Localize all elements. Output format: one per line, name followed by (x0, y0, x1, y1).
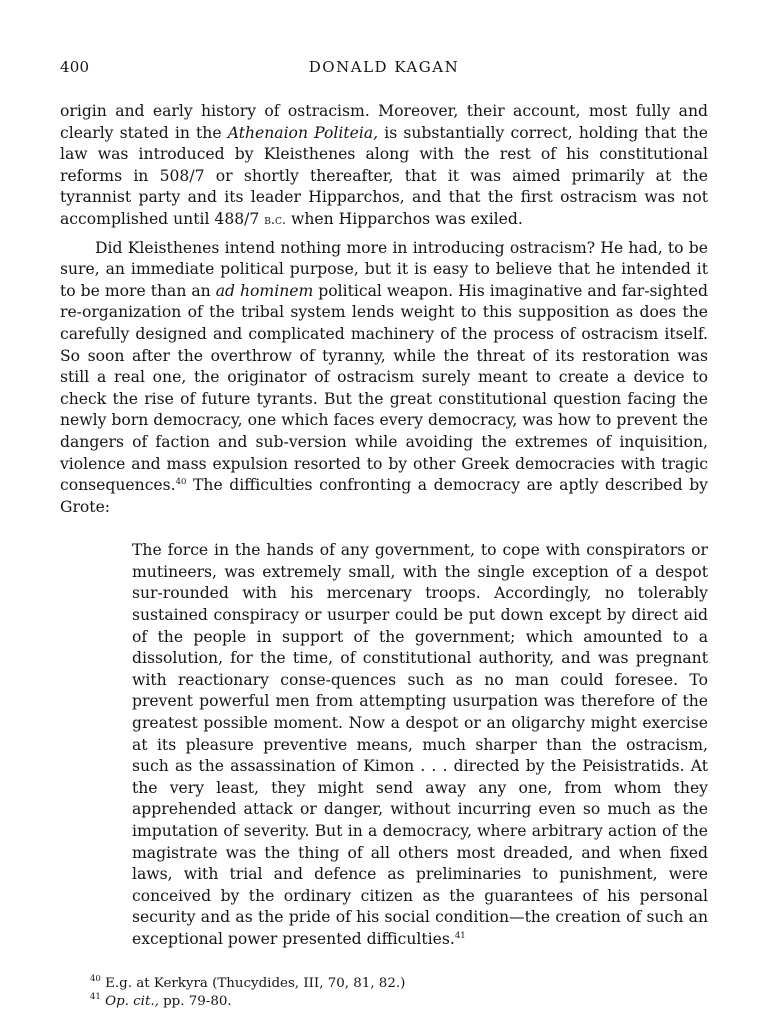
latin-phrase: ad hominem (215, 281, 314, 300)
paragraph-1 (60, 101, 708, 232)
footnote-text: E.g. at Kerkyra (Thucydides, III, 70, 81, 82.) (105, 975, 406, 991)
footnote-number: 40 (90, 973, 101, 984)
footnote-ref-40[interactable]: 40 (175, 477, 187, 488)
paragraph-2-text: political weapon. His imaginative and far-sighted re-organization of the tribal system lends weight to this supposition as does the carefully designed and complicated machinery of the process of ostracism itself. So soon after the overthrow of tyranny, while the threat of its restoration was still a real one, the originator of ostracism surely meant to create a device to check the rise of future tyrants. But the great constitutional question facing the newly born democracy, one which faces every democracy, was how to prevent the dangers of faction and sub-version while avoiding the extremes of inquisition, violence and mass expulsion resorted to by other Greek democracies with tragic consequences. (60, 281, 708, 495)
work-title: Athenaion Politeia, (227, 123, 379, 142)
era-abbreviation: b.c. (264, 212, 287, 228)
footnote-40 (90, 975, 708, 993)
page (60, 58, 708, 1011)
footnote-number: 41 (90, 991, 101, 1002)
paragraph-1-text: when Hipparchos was exiled. (286, 209, 523, 228)
paragraph-2 (60, 238, 708, 519)
paragraph-2-text: Did Kleisthenes intend nothing more in introducing ostracism? He had, to be sure, an immediate political purpose, but it is easy to believe that he intended it to be more than an (60, 238, 708, 300)
block-quote (132, 540, 708, 950)
page-number: 400 (60, 58, 90, 76)
page-header (60, 58, 708, 84)
footnote-41 (90, 993, 708, 1011)
footnotes (60, 975, 708, 1011)
paragraph-1-text: origin and early history of ostracism. Moreover, their account, most fully and clearly stated in the (60, 102, 708, 142)
footnote-text: pp. 79-80. (158, 993, 232, 1009)
quote-text: The force in the hands of any government, to cope with conspirators or mutineers, was extremely small, with the single exception of a despot sur-rounded with his mercenary troops. Accordingly, no tolerably sustained conspiracy or usurper could be put down except by direct aid of the people in support of the government; which amounted to a dissolution, for the time, of constitutional authority, and was pregnant with reactionary conse-quences such as no man could foresee. To prevent powerful men from attempting usurpation was therefore of the greatest possible moment. Now a despot or an oligarchy might exercise at its pleasure preventive means, much sharper than the ostracism, such as the assassination of Kimon . . . directed by the Peisistratids. At the very least, they might send away any one, from whom they apprehended attack or danger, without incurring even so much as the imputation of severity. But in a democracy, where arbitrary action of the magistrate was the thing of all others most dreaded, and when fixed laws, with trial and defence as preliminaries to punishment, were conceived by the ordinary citizen as the guarantees of his personal security and as the pride of his social condition—the creation of such an exceptional power presented difficulties. (132, 541, 708, 948)
running-head: DONALD KAGAN (308, 58, 460, 76)
footnote-citation: Op. cit., (105, 993, 159, 1009)
paragraph-1-text: is substantially correct, holding that the law was introduced by Kleisthenes along with the rest of his constitutional reforms in 508/7 or shortly thereafter, that it was aimed primarily at the tyrannist party and its leader Hipparchos, and that the first ostracism was not accomplished until 488/7 (60, 123, 708, 228)
footnote-ref-41[interactable]: 41 (454, 930, 466, 941)
paragraph-2-text: The difficulties confronting a democracy are aptly described by Grote: (60, 476, 708, 516)
